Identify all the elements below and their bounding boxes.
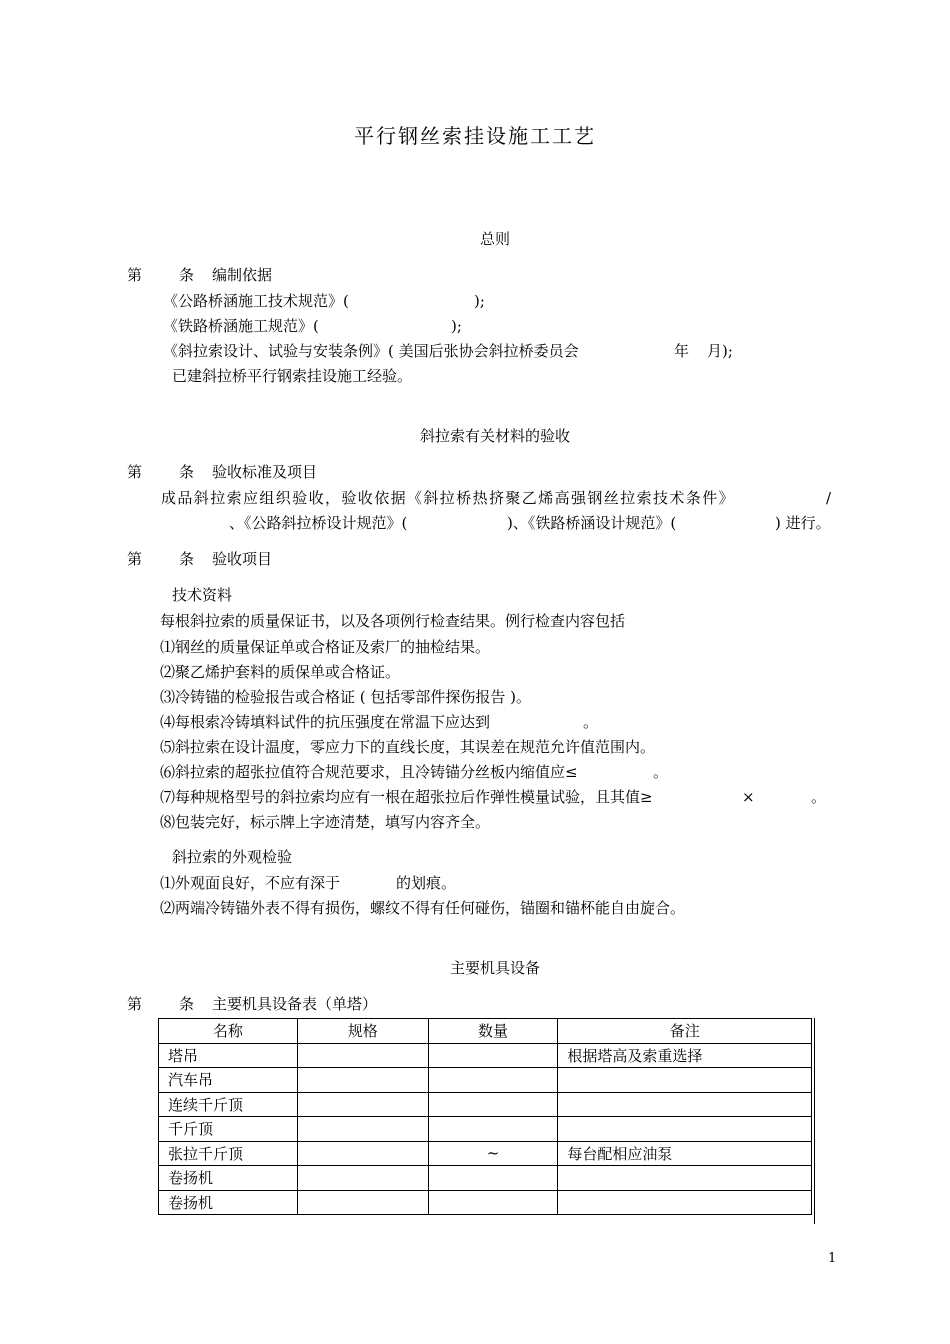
article-2-di: 第 <box>127 463 143 481</box>
table-right-rule <box>814 1018 815 1224</box>
table-cell-qty <box>428 1190 558 1215</box>
table-header-name: 名称 <box>159 1019 298 1044</box>
table-cell-name: 千斤顶 <box>159 1117 298 1142</box>
ref-experience: 已建斜拉桥平行钢索挂设施工经验。 <box>172 367 413 385</box>
check-item-3: ⑶冷铸锚的检验报告或合格证 ( 包括零部件探伤报告 )。 <box>160 688 532 706</box>
table-cell-spec <box>297 1117 428 1142</box>
table-cell-remark <box>558 1190 812 1215</box>
article-3-tiao: 条 <box>179 550 195 568</box>
ref-railway-spec-close: ); <box>451 317 462 335</box>
article-1-di: 第 <box>127 266 143 284</box>
check-item-1: ⑴钢丝的质量保证单或合格证及索厂的抽检结果。 <box>160 638 491 656</box>
table-cell-spec <box>297 1190 428 1215</box>
ref-cable-guide: 《斜拉索设计、试验与安装条例》( 美国后张协会斜拉桥委员会 <box>163 342 579 360</box>
appearance-item-1-end: 的划痕。 <box>396 874 457 892</box>
table-cell-name: 张拉千斤顶 <box>159 1141 298 1166</box>
table-cell-remark: 每台配相应油泵 <box>558 1141 812 1166</box>
article-1-heading: 编制依据 <box>212 266 273 284</box>
check-item-7-end: 。 <box>811 788 827 806</box>
table-row <box>159 1141 812 1166</box>
check-item-5: ⑸斜拉索在设计温度，零应力下的直线长度，其误差在规范允许值范围内。 <box>160 738 656 756</box>
acceptance-basis-highway: 、《公路斜拉桥设计规范》( <box>229 514 408 532</box>
article-3-di: 第 <box>127 550 143 568</box>
section-heading-general: 总则 <box>479 230 510 248</box>
table-cell-remark <box>558 1117 812 1142</box>
check-item-8: ⑻包装完好，标示牌上字迹清楚，填写内容齐全。 <box>160 813 491 831</box>
acceptance-basis-line1: 成品斜拉索应组织验收，验收依据《斜拉桥热挤聚乙烯高强钢丝拉索技术条件》 <box>161 489 736 507</box>
article-4-tiao: 条 <box>179 995 195 1013</box>
acceptance-basis-slash: / <box>826 489 832 507</box>
ref-cable-guide-month: 月); <box>707 342 733 360</box>
table-header-row <box>159 1019 812 1044</box>
table-header-qty: 数量 <box>428 1019 558 1044</box>
table-cell-qty <box>428 1068 558 1093</box>
appearance-item-1: ⑴外观面良好，不应有深于 <box>160 874 341 892</box>
table-cell-remark <box>558 1166 812 1191</box>
check-item-7: ⑺每种规格型号的斜拉索均应有一根在超张拉后作弹性模量试验，且其值≥ <box>160 788 653 806</box>
check-item-4: ⑷每根索冷铸填料试件的抗压强度在常温下应达到 <box>160 713 491 731</box>
table-row <box>159 1117 812 1142</box>
tech-docs-intro: 每根斜拉索的质量保证书，以及各项例行检查结果。例行检查内容包括 <box>160 612 626 630</box>
table-cell-spec <box>297 1166 428 1191</box>
check-item-2: ⑵聚乙烯护套料的质保单或合格证。 <box>160 663 401 681</box>
appearance-item-2: ⑵两端冷铸锚外表不得有损伤，螺纹不得有任何碰伤，锚圈和锚杯能自由旋合。 <box>160 899 686 917</box>
article-2-tiao: 条 <box>179 463 195 481</box>
table-row <box>159 1043 812 1068</box>
equipment-table <box>158 1018 812 1215</box>
check-item-6: ⑹斜拉索的超张拉值符合规范要求，且冷铸锚分丝板内缩值应≤ <box>160 763 578 781</box>
table-header-spec: 规格 <box>297 1019 428 1044</box>
table-row <box>159 1166 812 1191</box>
check-item-6-end: 。 <box>653 763 669 781</box>
table-cell-spec <box>297 1043 428 1068</box>
table-cell-remark <box>558 1092 812 1117</box>
table-cell-name: 塔吊 <box>159 1043 298 1068</box>
acceptance-basis-end: ) 进行。 <box>775 514 831 532</box>
tech-docs-heading: 技术资料 <box>172 586 233 604</box>
document-title: 平行钢丝索挂设施工工艺 <box>354 124 596 148</box>
table-cell-name: 卷扬机 <box>159 1166 298 1191</box>
table-row <box>159 1092 812 1117</box>
table-cell-name: 连续千斤顶 <box>159 1092 298 1117</box>
ref-highway-spec: 《公路桥涵施工技术规范》( <box>163 292 349 310</box>
table-cell-qty <box>428 1166 558 1191</box>
ref-cable-guide-year: 年 <box>674 342 690 360</box>
table-cell-qty <box>428 1092 558 1117</box>
article-3-heading: 验收项目 <box>212 550 273 568</box>
ref-railway-spec: 《铁路桥涵施工规范》( <box>163 317 319 335</box>
table-cell-name: 卷扬机 <box>159 1190 298 1215</box>
table-row <box>159 1068 812 1093</box>
article-2-heading: 验收标准及项目 <box>212 463 318 481</box>
table-row <box>159 1190 812 1215</box>
table-cell-qty <box>428 1043 558 1068</box>
table-cell-spec <box>297 1141 428 1166</box>
acceptance-basis-railway: )、《铁路桥涵设计规范》( <box>507 514 677 532</box>
ref-highway-spec-close: ); <box>474 292 485 310</box>
table-cell-spec <box>297 1068 428 1093</box>
table-cell-qty: ~ <box>428 1141 558 1166</box>
page-number: 1 <box>828 1251 837 1266</box>
appearance-heading: 斜拉索的外观检验 <box>172 848 293 866</box>
check-item-7-times: × <box>742 788 755 806</box>
table-cell-name: 汽车吊 <box>159 1068 298 1093</box>
section-heading-materials: 斜拉索有关材料的验收 <box>419 427 570 445</box>
table-cell-spec <box>297 1092 428 1117</box>
table-header-remark: 备注 <box>558 1019 812 1044</box>
article-1-tiao: 条 <box>179 266 195 284</box>
article-4-di: 第 <box>127 995 143 1013</box>
article-4-heading: 主要机具设备表（单塔） <box>212 995 378 1013</box>
section-heading-equipment: 主要机具设备 <box>449 959 540 977</box>
table-cell-qty <box>428 1117 558 1142</box>
table-cell-remark <box>558 1068 812 1093</box>
table-cell-remark: 根据塔高及索重选择 <box>558 1043 812 1068</box>
check-item-4-end: 。 <box>583 713 599 731</box>
